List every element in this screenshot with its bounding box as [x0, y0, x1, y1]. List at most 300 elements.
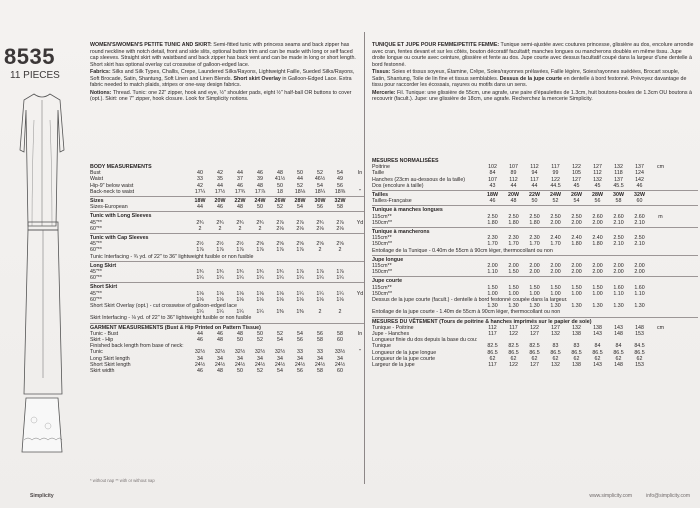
table-cell: 1¼ [296, 290, 304, 297]
table-cell: 22W [529, 192, 540, 199]
table-cell: 45.5 [613, 182, 624, 189]
table-cell: 1.70 [508, 241, 519, 248]
table-cell: 50 [531, 198, 538, 205]
table-cell: 52 [552, 198, 559, 205]
table-cell: 1.30 [613, 303, 624, 310]
table-cell: 1⅞ [216, 247, 224, 254]
table-cell: 56 [297, 368, 303, 375]
table-cell: 42 [217, 170, 223, 177]
table-cell: 1.30 [487, 303, 498, 310]
notions-en: Thread. Tunic: one 22" zipper, hook and eye, ½" shoulder pads, eight ½" half-ball OR buttons to cover (opt.). Skirt: one 7" zipper, hook closure. Look for Simplicity notions. [90, 89, 352, 102]
table-cell: 84.5 [634, 343, 645, 350]
table-cell: 50 [277, 182, 283, 189]
table-cell: 2.00 [571, 219, 582, 226]
table-cell: 122 [551, 176, 560, 183]
notions-label-fr: Mercerie: [372, 89, 396, 96]
table-cell: 60 [636, 198, 643, 205]
table-cell: 132 [551, 362, 560, 369]
table-cell: 1.00 [550, 290, 561, 297]
table-cell: 1.30 [592, 303, 603, 310]
table-cell: 48 [510, 198, 517, 205]
table-cell: 32½ [194, 349, 206, 356]
table-row [372, 220, 698, 226]
table-cell: 1⅞ [196, 247, 204, 254]
table-cell: 54 [277, 368, 283, 375]
table-cell: 34 [257, 355, 263, 362]
fabrics-fr: Soies et tissus soyeux, Étamine, Crêpe, Soies/rayonnes prélavées, Faille légère, Soies/rayonnes suédées, Brocart souple, Satin, Shantung, Toile de lin fine et tissus semblables. [372, 69, 680, 82]
table-cell: 44 [217, 182, 223, 189]
table-cell: 2.00 [550, 269, 561, 276]
table-cell: 54 [337, 170, 343, 177]
table-rule [90, 196, 364, 197]
table-cell: 1¾ [236, 269, 244, 276]
table-row [90, 226, 364, 232]
table-cell: 50 [237, 368, 243, 375]
table-cell: 34 [277, 355, 283, 362]
table-rule [372, 190, 698, 191]
row-cells [482, 269, 671, 275]
table-cell: 50 [237, 337, 243, 344]
row-label: 45"** [90, 269, 102, 276]
table-row [372, 362, 698, 368]
table-cell: 26W [571, 192, 582, 199]
fabrics-label-en: Fabrics: [90, 69, 111, 75]
table-cell: 1⅞ [276, 247, 284, 254]
table-cell: 54 [297, 330, 303, 337]
table-cell: m [658, 213, 663, 220]
table-cell: 86.5 [550, 349, 561, 356]
table-cell: 48 [237, 330, 243, 337]
table-cell: 60 [337, 368, 343, 375]
row-label: Tunic with Cap Sleeves [90, 235, 149, 242]
table-cell: 54 [573, 198, 580, 205]
row-label: Tailles [372, 192, 389, 199]
table-cell: 32½ [234, 349, 246, 356]
table-cell: 2.30 [529, 235, 540, 242]
table-cell [350, 204, 370, 210]
table-cell: 17¾ [234, 188, 246, 195]
description-french [372, 42, 694, 104]
notions-label-en: Notions: [90, 89, 112, 96]
table-cell: 24½ [334, 361, 346, 368]
table-cell: 1¾ [216, 269, 224, 276]
table-cell: 45 [573, 182, 580, 189]
desc-english-text: Semi-fitted tunic with princess seams and back zipper has round neckline with notch detail, front and side slits, optional button trim and can be made with long or self faced cap sleeves. Straight skirt with waistband and back zipper has back vent and can be made in long or short length. Short skirt has optional overlay cut crosswise of galloon-edged lace. [90, 42, 356, 68]
table-cell: 112 [530, 164, 539, 171]
table-cell: 1¼ [216, 309, 224, 316]
table-cell: 62 [510, 355, 517, 362]
table-cell: 1.10 [487, 269, 498, 276]
table-cell: 86.5 [592, 349, 603, 356]
row-label: Back-neck to waist [90, 188, 135, 195]
table-cell: 24½ [234, 361, 246, 368]
table-rule [90, 261, 364, 262]
row-label: Finished back length from base of neck: [90, 343, 184, 350]
table-cell: 2⅝ [336, 241, 344, 248]
table-cell [650, 291, 671, 297]
table-cell: 2.30 [508, 235, 519, 242]
table-cell: 52 [277, 330, 283, 337]
table-rule [372, 255, 698, 256]
table-cell: 2.50 [550, 213, 561, 220]
row-label: Tunic [90, 349, 103, 356]
table-cell: 2⅝ [276, 241, 284, 248]
nap-note: * without nap ** with or without nap [90, 478, 155, 483]
row-label: Longueur de la jupe longue [372, 349, 437, 356]
row-label: Tunique à mancherons [372, 229, 430, 236]
table-cell: 2.50 [571, 213, 582, 220]
table-cell: 1¼ [336, 290, 344, 297]
overlay-label-fr: Dessus de la jupe courte [499, 75, 563, 82]
row-label: Tunique - Poitrine [372, 324, 414, 331]
table-cell: 2⅝ [296, 241, 304, 248]
table-cell: 1⅛ [256, 296, 264, 303]
table-cell: 2.60 [613, 213, 624, 220]
row-label: 115cm** [372, 263, 392, 270]
table-cell: 24½ [294, 361, 306, 368]
table-cell: 1¼ [256, 275, 264, 282]
row-label: Short Skirt Overlay (opt.) - cut crosswise of galloon-edged lace [90, 303, 237, 310]
table-cell: 56 [317, 204, 323, 211]
table-cell: 2 [318, 309, 322, 316]
table-cell: 1.80 [571, 241, 582, 248]
table-cell: 2.10 [634, 219, 645, 226]
table-cell [650, 220, 671, 226]
table-cell: 2 [238, 225, 242, 232]
title-french: TUNIQUE ET JUPE POUR FEMME/PETITE FEMME: [372, 42, 500, 48]
table-cell: 56 [317, 330, 323, 337]
table-cell: 2¾ [216, 219, 224, 226]
table-cell: 1¾ [256, 269, 264, 276]
table-cell: 48 [237, 204, 243, 211]
table-cell: 124 [635, 170, 644, 177]
table-cell: 143 [593, 362, 602, 369]
table-cell: 112 [593, 170, 602, 177]
table-cell: 34 [317, 355, 323, 362]
row-label: Jupe courte [372, 278, 403, 285]
table-cell: 62 [636, 355, 643, 362]
table-cell: 153 [635, 331, 644, 338]
table-row [90, 368, 364, 374]
table-cell: 1⅜ [276, 309, 284, 316]
row-label: Jupe - Hanches [372, 331, 410, 338]
table-cell [650, 303, 671, 309]
row-cells [482, 183, 671, 189]
table-cell: 46 [237, 182, 243, 189]
row-label: Tunic Interfacing - ¾ yd. of 22" to 36" lightweight fusible or non fusible [90, 253, 254, 260]
table-cell: 1.80 [508, 219, 519, 226]
table-cell: 33 [297, 349, 303, 356]
table-cell: 82.5 [508, 343, 519, 350]
table-cell: 46½ [314, 176, 326, 183]
table-cell: 2⅛ [296, 225, 304, 232]
row-cells [482, 362, 671, 368]
table-row [372, 269, 698, 275]
table-cell: 58 [337, 204, 343, 211]
table-cell: 86.5 [571, 349, 582, 356]
row-cells [190, 189, 370, 195]
table-cell: 1.00 [487, 290, 498, 297]
table-cell: 20W [508, 192, 519, 199]
table-cell: 2⅛ [316, 225, 324, 232]
table-cell: 2.00 [613, 269, 624, 276]
table-cell: 62 [615, 355, 622, 362]
table-cell: 35 [217, 176, 223, 183]
table-cell: 1⅞ [296, 269, 304, 276]
table-cell: 2.60 [634, 213, 645, 220]
table-cell: 1⅛ [196, 290, 204, 297]
table-cell: 40 [197, 170, 203, 177]
row-label: Longueur finie du dos depuis la base du cou: [372, 337, 478, 344]
table-cell: 127 [530, 362, 539, 369]
table-cell: 127 [593, 164, 602, 171]
table-cell: 2¾ [236, 219, 244, 226]
table-cell: 32½ [274, 349, 286, 356]
table-cell: 2.00 [508, 263, 519, 270]
table-cell: 122 [572, 164, 581, 171]
table-cell [650, 198, 671, 204]
table-cell: 46 [197, 337, 203, 344]
table-cell: 1.70 [550, 241, 561, 248]
row-label: MESURES DU VÊTEMENT (Tours de poitrine & hanches imprimés sur le papier de soie) [372, 318, 592, 325]
table-cell: 52 [257, 368, 263, 375]
table-cell: 1⅞ [296, 247, 304, 254]
table-cell: 1¾ [276, 269, 284, 276]
table-cell: 26W [274, 198, 286, 205]
table-cell: 24½ [254, 361, 266, 368]
table-cell: 41½ [274, 176, 286, 183]
table-cell: 83 [552, 343, 559, 350]
table-cell: 2.40 [592, 235, 603, 242]
row-cells [482, 331, 671, 337]
row-label: Dessus de la jupe courte (facult.) - dentelle à bord festonné coupée dans la largeur. [372, 297, 568, 304]
table-cell [350, 275, 370, 281]
table-cell: 132 [572, 324, 581, 331]
table-cell: 18⅜ [334, 188, 346, 195]
website-link[interactable]: www.simplicity.com [589, 493, 633, 499]
table-cell: 2⅛ [276, 225, 284, 232]
table-cell: 62 [489, 355, 496, 362]
table-cell: 1.80 [529, 219, 540, 226]
table-cell: 1¾ [196, 269, 204, 276]
table-cell: 32W [334, 198, 346, 205]
table-cell: 1¼ [296, 275, 304, 282]
table-cell: 1⅞ [236, 247, 244, 254]
table-cell: 20W [214, 198, 226, 205]
table-cell: 28W [592, 192, 603, 199]
table-cell: 112 [509, 176, 518, 183]
table-cell: 2 [338, 247, 342, 254]
table-cell: 18¼ [314, 188, 326, 195]
table-cell: 54 [277, 337, 283, 344]
table-cell: 62 [552, 355, 559, 362]
table-cell: 122 [509, 331, 518, 338]
row-label: Hanches (23cm au-dessous de la taille) [372, 176, 466, 183]
table-cell: 2.00 [550, 263, 561, 270]
table-cell: 52 [317, 170, 323, 177]
table-cell: 138 [572, 362, 581, 369]
table-cell: 137 [635, 164, 644, 171]
table-cell: 48 [217, 368, 223, 375]
table-cell: 1¼ [236, 309, 244, 316]
table-cell: 1.00 [571, 290, 582, 297]
table-cell: 1.60 [613, 284, 624, 291]
column-divider [364, 32, 365, 484]
table-cell: 58 [337, 330, 343, 337]
table-cell: 22W [234, 198, 246, 205]
table-cell: 2.00 [571, 269, 582, 276]
title-english: WOMEN'S/WOMEN'S PETITE TUNIC AND SKIRT: [90, 42, 212, 48]
table-cell: 34 [237, 355, 243, 362]
table-cell: 2.60 [592, 213, 603, 220]
table-cell: 2 [198, 225, 202, 232]
table-cell: 37 [237, 176, 243, 183]
table-cell: 45 [594, 182, 601, 189]
table-cell: 32½ [254, 349, 266, 356]
table-cell: 60 [337, 337, 343, 344]
row-label: BODY MEASUREMENTS [90, 164, 152, 170]
row-label: MESURES NORMALISÉES [372, 158, 439, 164]
row-label: Waist [90, 176, 104, 183]
table-cell: 132 [593, 176, 602, 183]
table-cell: 24½ [274, 361, 286, 368]
row-cells [482, 198, 671, 204]
table-cell: 2.00 [634, 269, 645, 276]
table-cell: 2.50 [487, 213, 498, 220]
table-cell: 1⅛ [276, 296, 284, 303]
table-cell: 1.30 [529, 303, 540, 310]
table-cell: 62 [594, 355, 601, 362]
brand-logo: Simplicity [30, 493, 54, 499]
row-label: Short Skirt [90, 284, 118, 291]
table-cell: 132 [614, 164, 623, 171]
table-cell: 118 [614, 170, 623, 177]
row-label: Long Skirt length [90, 355, 130, 362]
table-cell: " [359, 349, 361, 356]
row-label: Short Skirt length [90, 361, 131, 368]
table-cell: " [359, 188, 361, 195]
table-cell: 148 [635, 324, 644, 331]
table-cell: 142 [635, 176, 644, 183]
table-cell: 56 [594, 198, 601, 205]
table-cell: 46 [257, 170, 263, 177]
row-label: Tunique à manches longues [372, 207, 443, 214]
table-cell: 1⅛ [236, 296, 244, 303]
table-cell: 2.30 [487, 235, 498, 242]
skirt-back-sketch [18, 218, 68, 398]
table-cell [650, 183, 671, 189]
table-cell [350, 226, 370, 232]
table-cell: 2½ [196, 241, 204, 248]
table-cell: 2.00 [571, 263, 582, 270]
table-cell: 112 [488, 324, 497, 331]
row-label: Sizes-European [90, 204, 128, 211]
table-cell: 1.00 [529, 290, 540, 297]
row-cells [190, 226, 370, 232]
table-cell: 1.30 [508, 303, 519, 310]
table-cell: 94 [531, 170, 538, 177]
table-row [372, 309, 698, 315]
table-cell: 2½ [236, 241, 244, 248]
table-cell: 2.50 [508, 213, 519, 220]
overlay-en: in Galloon-Edged Lace. Extra fabric needed to match plaids, stripes or one-way design fabrics. [90, 75, 352, 88]
row-label: Dos (encolure à taille) [372, 182, 424, 189]
table-cell: 127 [572, 176, 581, 183]
table-cell: 1⅛ [216, 296, 224, 303]
table-cell: 2.50 [529, 213, 540, 220]
table-cell: 1.50 [592, 284, 603, 291]
table-cell: 1⅛ [256, 290, 264, 297]
table-cell: 1.50 [550, 284, 561, 291]
table-cell: 54 [317, 182, 323, 189]
table-cell: 46 [217, 330, 223, 337]
table-cell: 86.5 [529, 349, 540, 356]
table-cell: 82.5 [487, 343, 498, 350]
table-cell: 52 [257, 337, 263, 344]
table-cell: 44 [510, 182, 517, 189]
table-cell [650, 362, 671, 368]
table-cell: 43 [489, 182, 496, 189]
table-cell: 1⅛ [336, 296, 344, 303]
pattern-number: 8535 [4, 44, 55, 69]
table-cell: 2 [338, 309, 342, 316]
table-cell [350, 337, 370, 343]
row-label: Entoilage de la Tunique - 0.40m de 55cm à 90cm léger, thermocollant ou non [372, 247, 553, 254]
table-cell: 1⅛ [296, 296, 304, 303]
row-label: Sizes [90, 198, 104, 205]
table-cell: 83 [573, 343, 580, 350]
row-label: 150cm** [372, 290, 393, 297]
row-label: 45"** [90, 241, 102, 248]
table-cell: 1.60 [634, 284, 645, 291]
row-label: Skirt width [90, 368, 115, 375]
table-cell: 2.00 [634, 263, 645, 270]
table-cell: 137 [614, 176, 623, 183]
row-label: Longueur de la jupe courte [372, 355, 436, 362]
row-label: Long Skirt [90, 262, 117, 269]
table-cell: 28W [294, 198, 306, 205]
row-label: Tailles-Française [372, 198, 412, 205]
table-rule [372, 317, 698, 318]
table-cell: 138 [572, 331, 581, 338]
table-cell: 46 [636, 182, 643, 189]
table-cell: 1¼ [316, 290, 324, 297]
table-cell: 1.50 [508, 284, 519, 291]
table-cell: 1.30 [634, 303, 645, 310]
email-link[interactable]: info@simplicity.com [646, 493, 690, 499]
table-cell: 2.10 [613, 241, 624, 248]
table-cell: 1.50 [571, 284, 582, 291]
table-cell: 39 [257, 176, 263, 183]
table-cell: 84 [489, 170, 496, 177]
row-label: 45"** [90, 290, 102, 297]
table-cell: 30W [613, 192, 624, 199]
table-cell: 148 [614, 362, 623, 369]
table-cell: 2.00 [529, 269, 540, 276]
table-cell: cm [656, 324, 665, 331]
table-cell: 50 [297, 170, 303, 177]
table-cell: 2.10 [634, 241, 645, 248]
table-cell: 102 [488, 164, 497, 171]
table-cell: 48 [257, 182, 263, 189]
table-cell: 1¼ [256, 309, 264, 316]
table-cell: 1¼ [236, 275, 244, 282]
row-label: 115cm** [372, 235, 392, 242]
table-cell [350, 297, 370, 303]
row-label: 60"** [90, 247, 102, 254]
table-cell: 84 [615, 343, 622, 350]
overlay-label-en: Short skirt Overlay [233, 75, 281, 82]
